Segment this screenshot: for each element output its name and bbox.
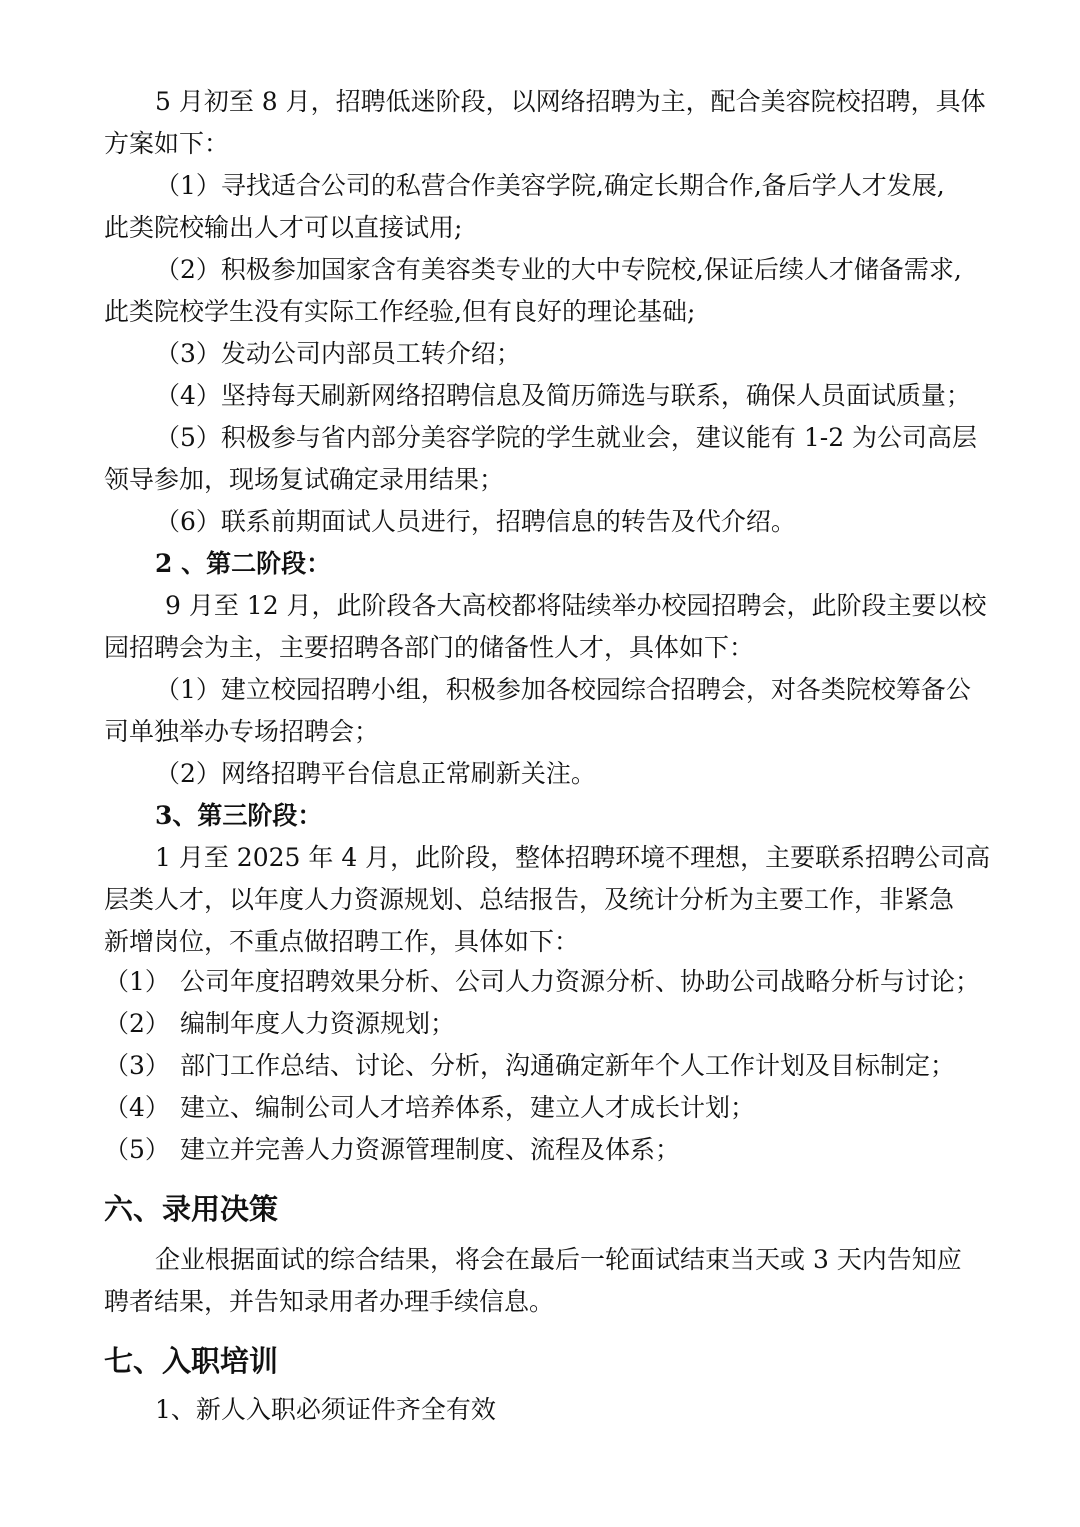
stage1-item5-line1: （5）积极参与省内部分美容学院的学生就业会，建议能有 1-2 为公司高层 xyxy=(155,423,978,452)
section6-line2: 聘者结果，并告知录用者办理手续信息。 xyxy=(104,1287,555,1316)
stage1-item4: （4）坚持每天刷新网络招聘信息及简历筛选与联系，确保人员面试质量； xyxy=(155,381,971,410)
section7-heading: 七、入职培训 xyxy=(104,1344,279,1378)
stage3-intro-line2: 层类人才，以年度人力资源规划、总结报告，及统计分析为主要工作，非紧急 xyxy=(104,885,955,914)
stage2-item2: （2）网络招聘平台信息正常刷新关注。 xyxy=(155,759,596,788)
section7-line1: 1、新人入职必须证件齐全有效 xyxy=(155,1395,496,1424)
stage1-item1-line1: （1）寻找适合公司的私营合作美容学院,确定长期合作,备后学人才发展, xyxy=(155,171,945,200)
stage2-intro-line2: 园招聘会为主，主要招聘各部门的储备性人才，具体如下： xyxy=(104,633,755,662)
stage3-item3-text: 部门工作总结、讨论、分析，沟通确定新年个人工作计划及目标制定； xyxy=(180,1051,956,1080)
stage3-item5-number: （5） xyxy=(104,1135,170,1164)
stage2-item1-line1: （1）建立校园招聘小组，积极参加各校园综合招聘会，对各类院校筹备公 xyxy=(155,675,971,704)
stage1-item6: （6）联系前期面试人员进行，招聘信息的转告及代介绍。 xyxy=(155,507,796,536)
stage3-item1-text: 公司年度招聘效果分析、公司人力资源分析、协助公司战略分析与讨论； xyxy=(180,967,981,996)
stage3-item2-number: （2） xyxy=(104,1009,170,1038)
stage3-item1-number: （1） xyxy=(104,967,170,996)
stage1-item5-line2: 领导参加，现场复试确定录用结果； xyxy=(104,465,505,494)
section6-line1: 企业根据面试的综合结果，将会在最后一轮面试结束当天或 3 天内告知应 xyxy=(155,1245,962,1274)
stage2-heading: 2 、第二阶段： xyxy=(155,549,332,578)
stage3-item5-text: 建立并完善人力资源管理制度、流程及体系； xyxy=(180,1135,681,1164)
stage1-item1-line2: 此类院校输出人才可以直接试用; xyxy=(104,213,463,242)
stage1-item3: （3）发动公司内部员工转介绍； xyxy=(155,339,521,368)
stage3-item4-number: （4） xyxy=(104,1093,170,1122)
stage3-item4-text: 建立、编制公司人才培养体系，建立人才成长计划； xyxy=(180,1093,756,1122)
section6-heading: 六、录用决策 xyxy=(104,1192,279,1226)
stage1-intro-line2: 方案如下： xyxy=(104,129,230,158)
stage3-heading: 3、第三阶段： xyxy=(155,801,323,830)
stage1-item2-line1: （2）积极参加国家含有美容类专业的大中专院校,保证后续人才储备需求, xyxy=(155,255,962,284)
stage2-item1-line2: 司单独举办专场招聘会； xyxy=(104,717,380,746)
stage1-intro-line1: 5 月初至 8 月，招聘低迷阶段，以网络招聘为主，配合美容院校招聘，具体 xyxy=(155,87,986,116)
stage2-intro-line1: 9 月至 12 月，此阶段各大高校都将陆续举办校园招聘会，此阶段主要以校 xyxy=(165,591,987,620)
stage3-intro-line1: 1 月至 2025 年 4 月，此阶段，整体招聘环境不理想，主要联系招聘公司高 xyxy=(155,843,991,872)
stage3-intro-line3: 新增岗位，不重点做招聘工作，具体如下： xyxy=(104,927,580,956)
stage3-item3-number: （3） xyxy=(104,1051,170,1080)
stage1-item2-line2: 此类院校学生没有实际工作经验,但有良好的理论基础; xyxy=(104,297,696,326)
stage3-item2-text: 编制年度人力资源规划； xyxy=(180,1009,456,1038)
